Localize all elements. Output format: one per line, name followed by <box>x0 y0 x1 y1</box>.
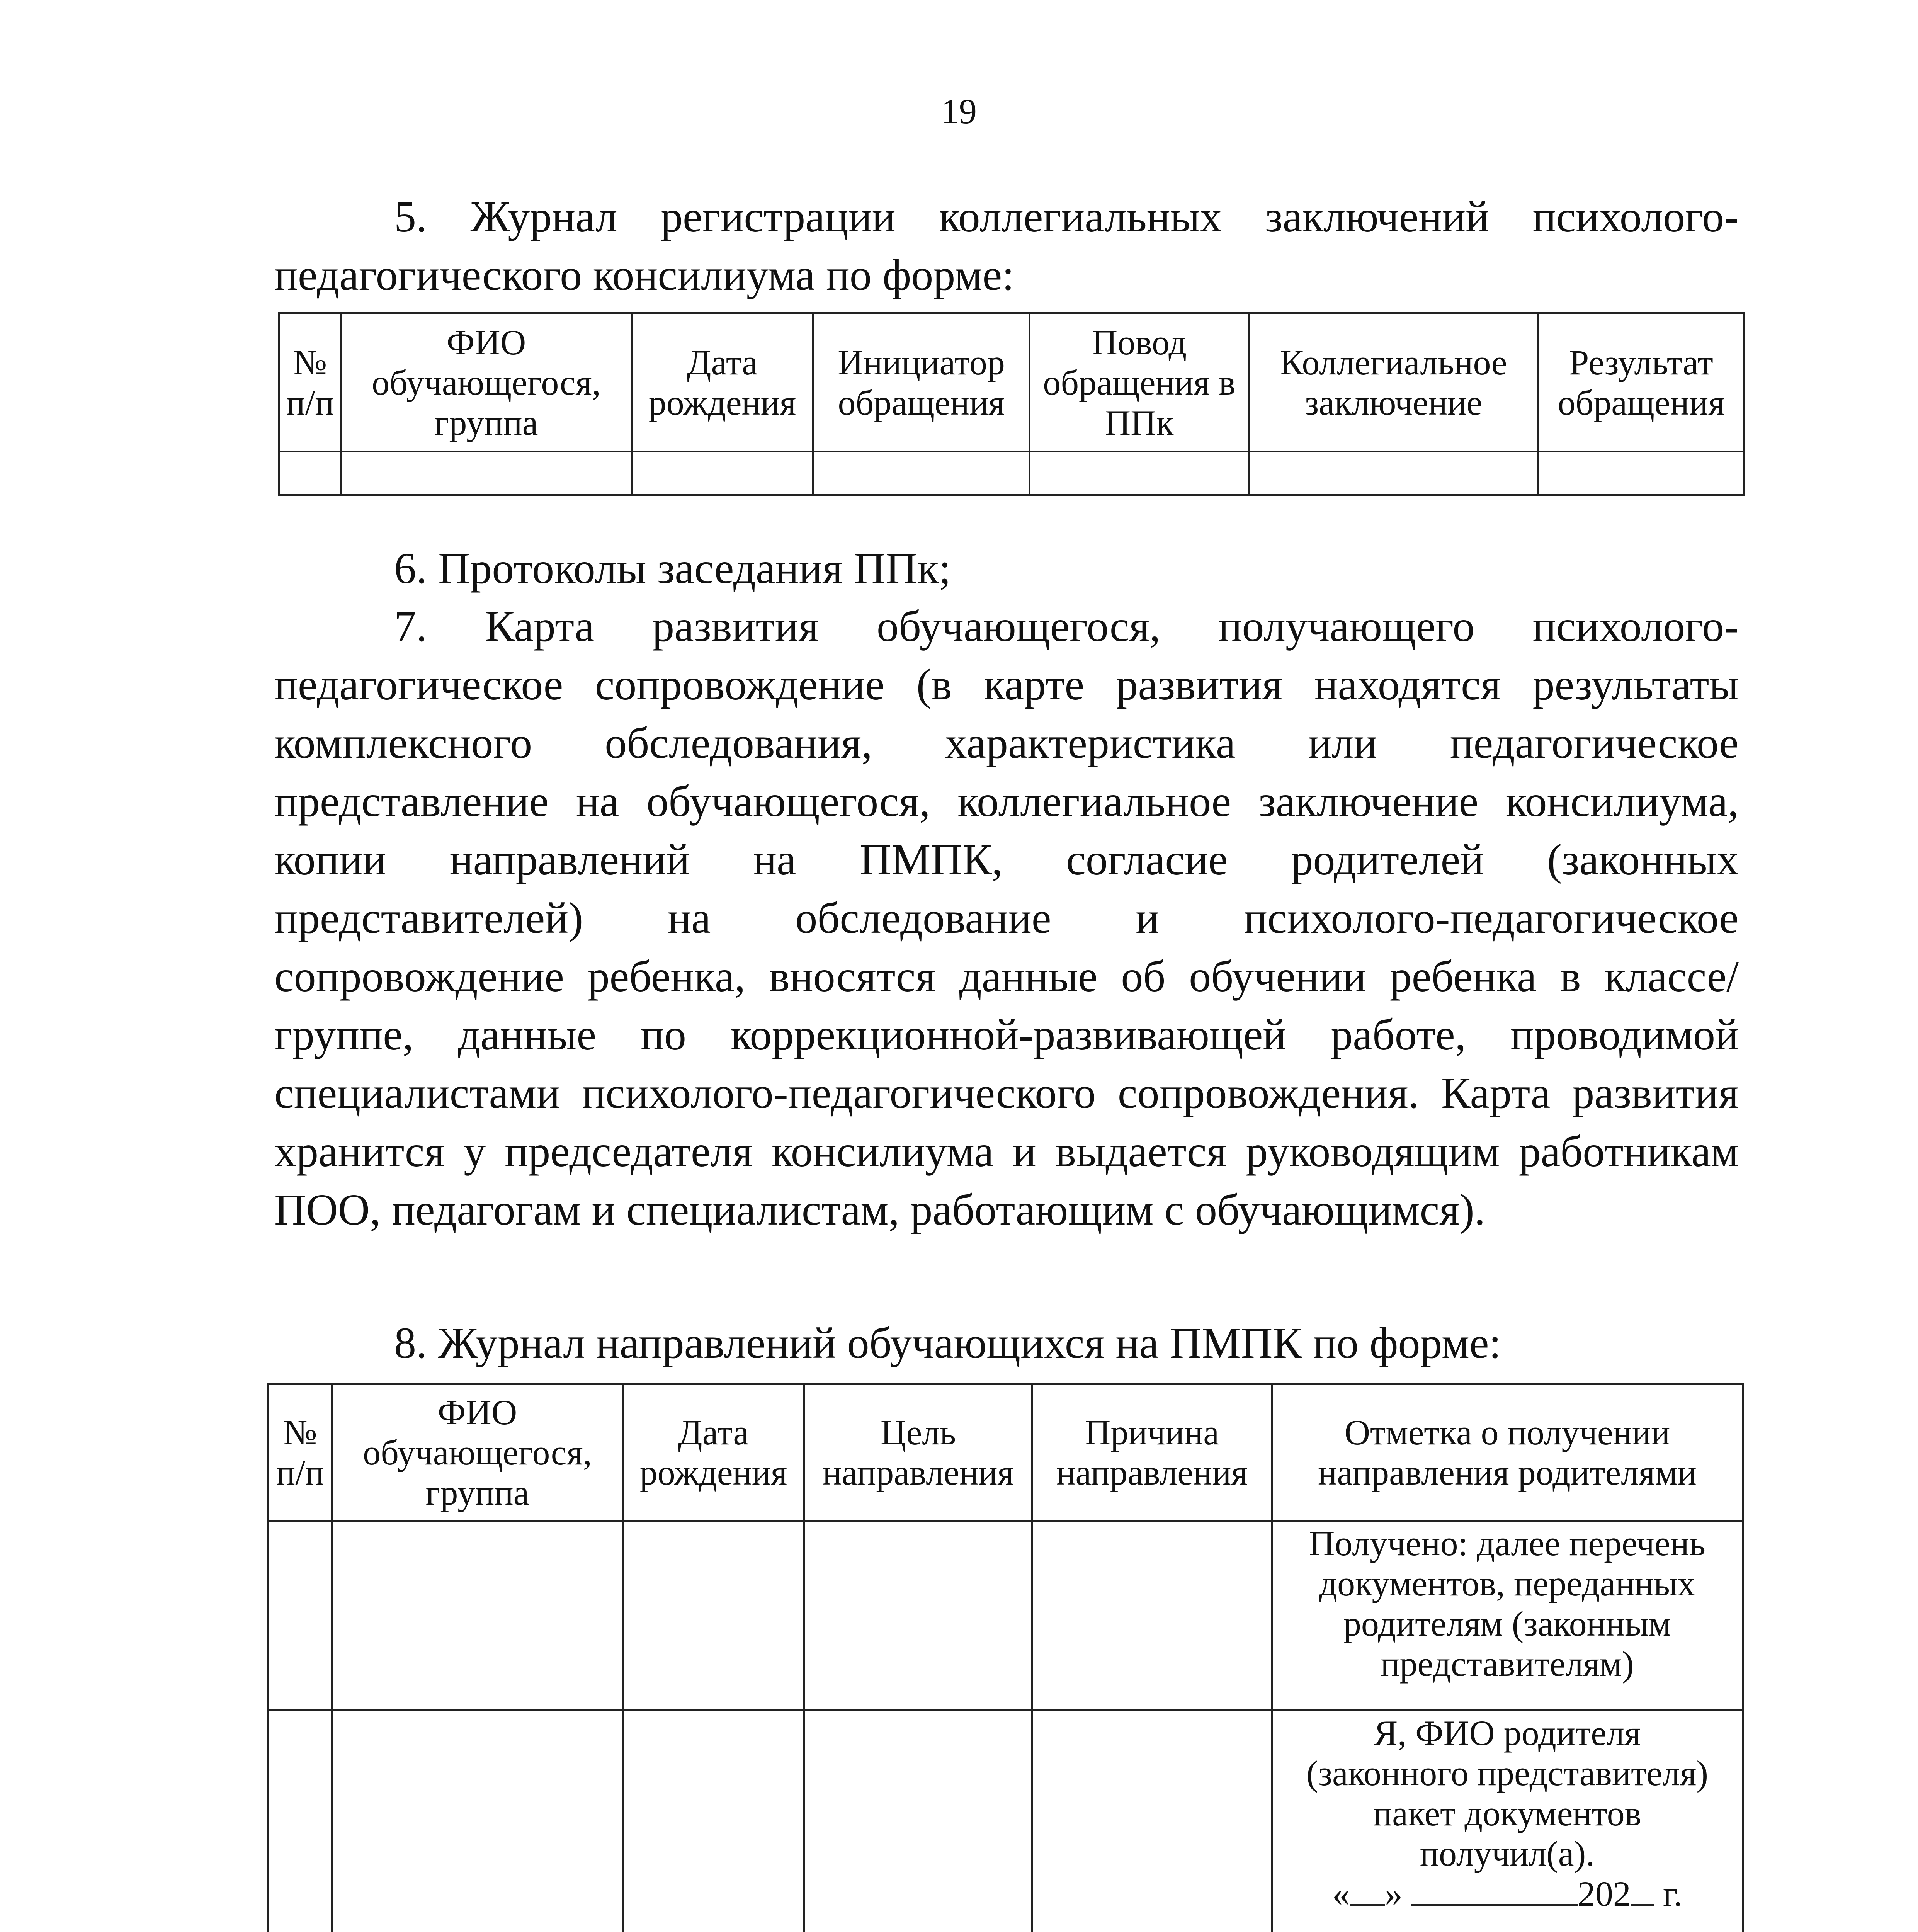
table-cell <box>804 1521 1032 1711</box>
header-student-name: ФИО обучающегося, группа <box>341 313 632 452</box>
header-number: № п/п <box>279 313 341 452</box>
table-cell <box>1249 452 1538 495</box>
date-open-quote: « <box>1332 1874 1350 1913</box>
table-cell <box>332 1711 623 1932</box>
header-result: Результат обращения <box>1538 313 1745 452</box>
table-row <box>269 1521 1743 1711</box>
consilium-conclusions-table <box>278 312 1745 496</box>
table-cell <box>341 452 632 495</box>
header-cause: Причина направления <box>1032 1384 1272 1521</box>
header-student-name: ФИО обучающегося, группа <box>332 1384 623 1521</box>
page-number: 19 <box>941 92 977 131</box>
header-birth-date: Дата рождения <box>623 1384 804 1521</box>
received-documents-note: Получено: далее перечень документов, переданных родителям (законным представителям) <box>1272 1521 1743 1711</box>
parent-receipt-statement <box>1272 1711 1743 1932</box>
month-blank <box>1411 1877 1578 1906</box>
table-cell <box>813 452 1030 495</box>
statement-line: Я, ФИО родителя <box>1374 1713 1641 1753</box>
section-7-paragraph: 7. Карта развития обучающегося, получающего психолого-педагогическое сопровождение (в карте развития находятся результаты комплексного обследования, характеристика или педагогическое представление на обучающегося, коллегиальное заключение консилиума, копии направлений на ПМПК, согласие родителей (законных представителей) на обследование и психолого-педагогическое сопровождение ребенка, вносятся данные об обучении ребенка в классе/группе, данные по коррекционной-развивающей работе, проводимой специалистами психолого-педагогического сопровождения. Карта развития хранится у председателя консилиума и выдается руководящим работникам ПОО, педагогам и специалистам, работающим с обучающимся). <box>274 602 1739 1234</box>
table-cell <box>279 452 341 495</box>
header-initiator: Инициатор обращения <box>813 313 1030 452</box>
header-birth-date: Дата рождения <box>632 313 813 452</box>
header-conclusion: Коллегиальное заключение <box>1249 313 1538 452</box>
table-cell <box>332 1521 623 1711</box>
table-row <box>269 1711 1743 1932</box>
table-cell <box>1030 452 1249 495</box>
pmpk-referrals-table <box>267 1383 1744 1932</box>
header-number: № п/п <box>269 1384 332 1521</box>
header-receipt-mark: Отметка о получении направления родителями <box>1272 1384 1743 1521</box>
section-5-title: 5. Журнал регистрации коллегиальных заключений психолого-педагогического консилиума по форме: <box>274 192 1739 299</box>
statement-line: получил(а). <box>1420 1834 1595 1873</box>
date-line <box>1275 1874 1739 1914</box>
table-cell <box>1538 452 1745 495</box>
table-header-row <box>269 1384 1743 1521</box>
table-cell <box>623 1711 804 1932</box>
year-blank <box>1631 1877 1654 1906</box>
table-header-row <box>279 313 1745 452</box>
table-cell <box>269 1711 332 1932</box>
section-8-title: 8. Журнал направлений обучающихся на ПМПК по форме: <box>394 1318 1501 1367</box>
statement-line: пакет документов <box>1373 1794 1642 1833</box>
date-close-quote: » <box>1384 1874 1403 1913</box>
table-cell <box>623 1521 804 1711</box>
table-cell <box>1032 1711 1272 1932</box>
header-reason: Повод обращения в ППк <box>1030 313 1249 452</box>
date-year: 202 <box>1577 1874 1631 1913</box>
statement-line: (законного представителя) <box>1306 1753 1708 1793</box>
table-cell <box>632 452 813 495</box>
table-cell <box>1032 1521 1272 1711</box>
date-suffix: г. <box>1663 1874 1683 1913</box>
header-purpose: Цель направления <box>804 1384 1032 1521</box>
table-cell <box>269 1521 332 1711</box>
section-6-title: 6. Протоколы заседания ППк; <box>394 544 951 593</box>
day-blank <box>1350 1877 1385 1906</box>
table-cell <box>804 1711 1032 1932</box>
table-row <box>279 452 1745 495</box>
